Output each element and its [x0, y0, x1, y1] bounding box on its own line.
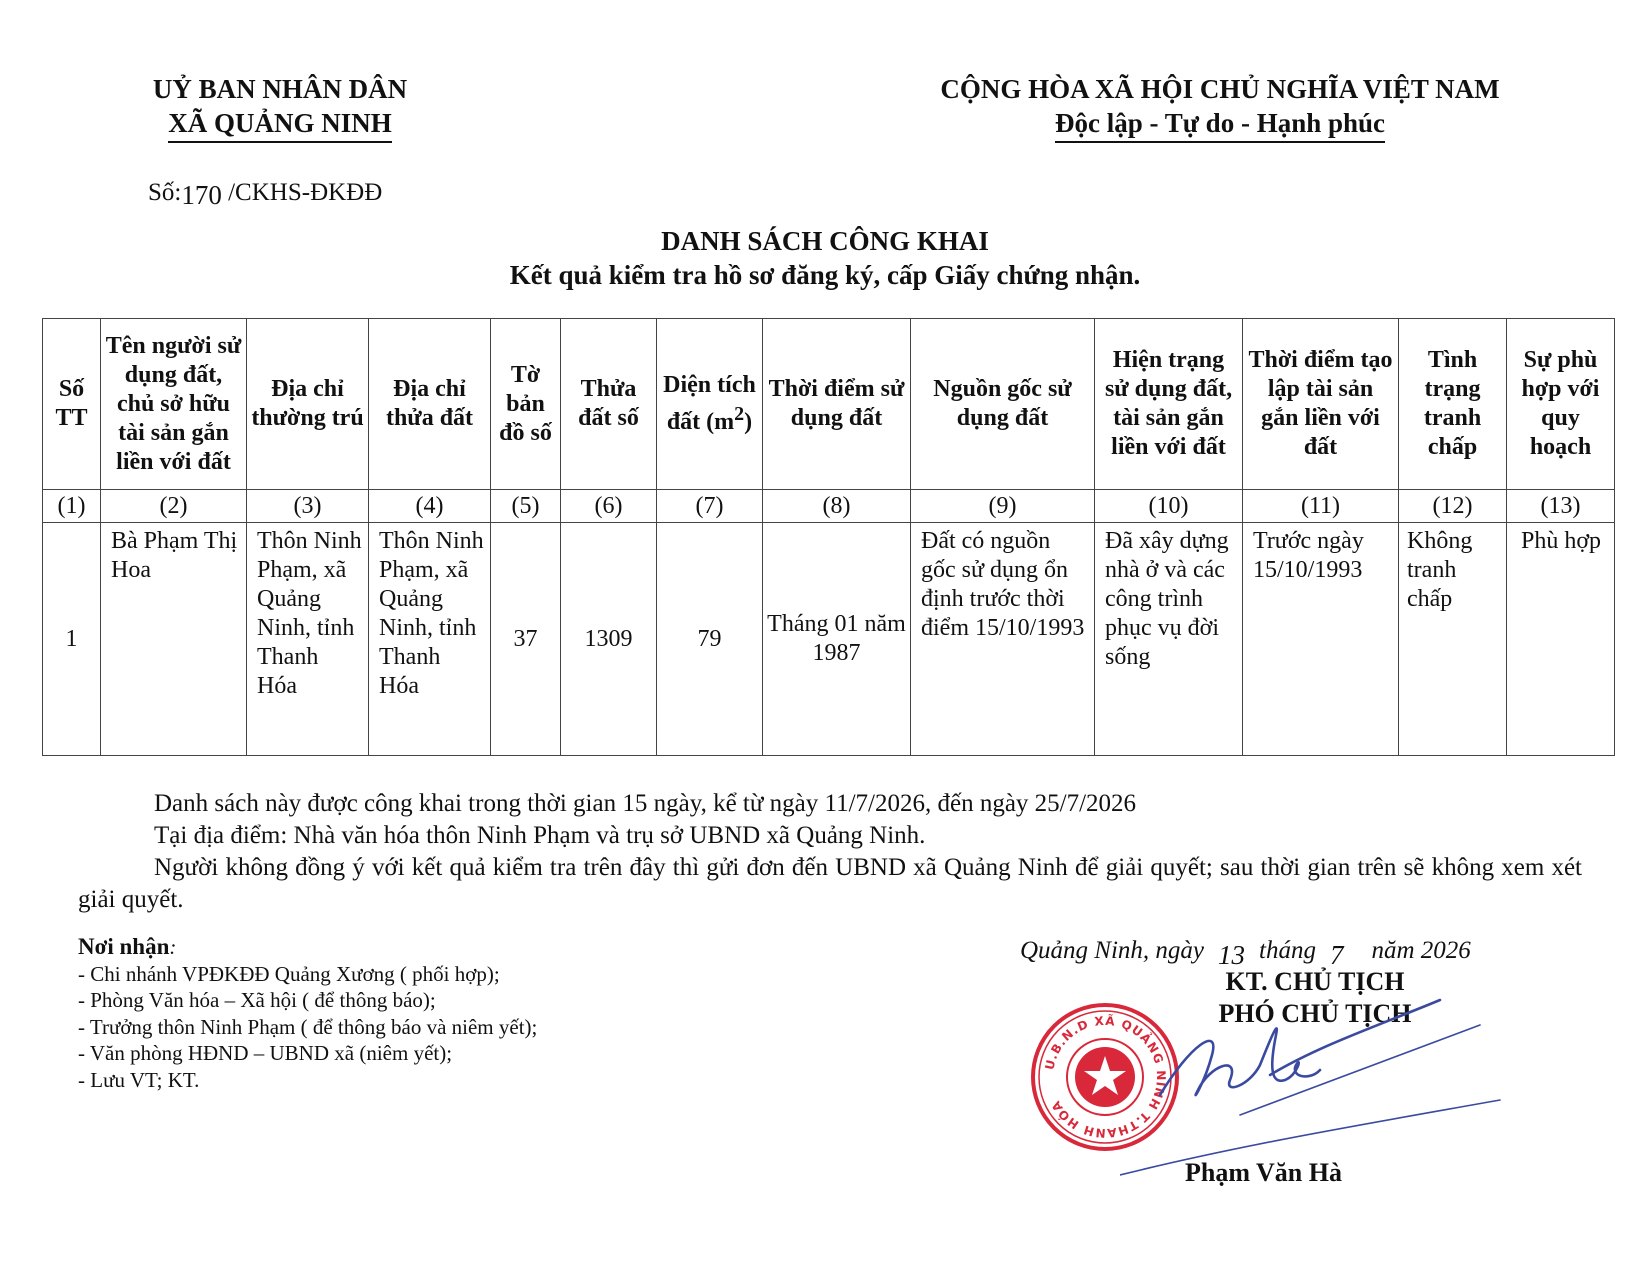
date-year: năm 2026	[1371, 937, 1471, 964]
title-line1: DANH SÁCH CÔNG KHAI	[661, 226, 989, 256]
index-cell: (3)	[247, 490, 369, 523]
signer-title-line1: KT. CHỦ TỊCH	[1225, 967, 1405, 996]
recipient-item: - Văn phòng HĐND – UBND xã (niêm yết);	[78, 1041, 453, 1065]
recipients-block	[78, 934, 537, 1093]
national-title: CỘNG HÒA XÃ HỘI CHỦ NGHĨA VIỆT NAM	[940, 74, 1500, 104]
cell-dispute: Không tranh chấp	[1399, 523, 1507, 756]
issuer-line2: XÃ QUẢNG NINH	[168, 106, 392, 143]
document-number	[148, 176, 383, 210]
index-row	[43, 490, 1615, 523]
col-header-map-sheet: Tờ bản đồ số	[491, 319, 561, 490]
index-cell: (6)	[561, 490, 657, 523]
header-row	[43, 319, 1615, 490]
cell-stt: 1	[43, 523, 101, 756]
date-place: Quảng Ninh, ngày	[1020, 937, 1205, 964]
signer-title-line2: PHÓ CHỦ TỊCH	[1218, 999, 1412, 1028]
area-header-text: Diện tích đất (m	[663, 372, 756, 435]
cell-permanent-address: Thôn Ninh Phạm, xã Quảng Ninh, tỉnh Thanh Hóa	[247, 523, 369, 756]
cell-planning: Phù hợp	[1507, 523, 1615, 756]
doc-number-value: 170	[181, 180, 222, 210]
title-line2: Kết quả kiểm tra hồ sơ đăng ký, cấp Giấy chứng nhận.	[509, 260, 1141, 290]
index-cell: (11)	[1243, 490, 1399, 523]
index-cell: (8)	[763, 490, 911, 523]
col-header-land-address: Địa chỉ thửa đất	[369, 319, 491, 490]
stamp-text: U.B.N.D XÃ QUẢNG NINH T.THANH HÓA	[1042, 1013, 1169, 1141]
issuer-line1: UỶ BAN NHÂN DÂN	[152, 74, 408, 104]
notice-objection: Người không đồng ý với kết quả kiểm tra trên đây thì gửi đơn đến UBND xã Quảng Ninh để giải quyết; sau thời gian trên sẽ không xem xét giải quyết.	[78, 854, 1582, 913]
index-cell: (13)	[1507, 490, 1615, 523]
doc-number-prefix: Số:	[148, 179, 182, 206]
cell-land-address: Thôn Ninh Phạm, xã Quảng Ninh, tỉnh Thanh Hóa	[369, 523, 491, 756]
col-header-name: Tên người sử dụng đất, chủ sở hữu tài sản gắn liền với đất	[101, 319, 247, 490]
col-header-asset-time: Thời điểm tạo lập tài sản gắn liền với đất	[1243, 319, 1399, 490]
area-unit-close: )	[744, 409, 753, 435]
recipient-item: - Lưu VT; KT.	[78, 1067, 200, 1092]
date-day: 13	[1218, 940, 1246, 970]
col-header-parcel: Thửa đất số	[561, 319, 657, 490]
cell-asset-time: Trước ngày 15/10/1993	[1243, 523, 1399, 756]
col-header-use-time: Thời điểm sử dụng đất	[763, 319, 911, 490]
cell-current-status: Đã xây dựng nhà ở và các công trình phục vụ đời sống	[1095, 523, 1243, 756]
col-header-origin: Nguồn gốc sử dụng đất	[911, 319, 1095, 490]
date-line	[1020, 934, 1471, 970]
table-row	[43, 523, 1615, 756]
notice-body	[78, 788, 1582, 916]
col-header-dispute: Tình trạng tranh chấp	[1399, 319, 1507, 490]
national-motto: Độc lập - Tự do - Hạnh phúc	[1055, 106, 1385, 143]
document-title	[0, 224, 1650, 292]
doc-number-suffix: /CKHS-ĐKĐĐ	[221, 179, 383, 206]
recipient-item: - Chi nhánh VPĐKĐĐ Quảng Xương ( phối hợp);	[78, 961, 500, 986]
index-cell: (4)	[369, 490, 491, 523]
date-month-word: tháng	[1259, 937, 1316, 964]
col-header-permanent-address: Địa chỉ thường trú	[247, 319, 369, 490]
recipients-heading: Nơi nhận	[78, 934, 170, 959]
recipient-item: - Phòng Văn hóa – Xã hội ( để thông báo);	[78, 988, 436, 1012]
index-cell: (10)	[1095, 490, 1243, 523]
index-cell: (1)	[43, 490, 101, 523]
cell-parcel: 1309	[561, 523, 657, 756]
index-cell: (9)	[911, 490, 1095, 523]
index-cell: (2)	[101, 490, 247, 523]
cell-use-time: Tháng 01 năm 1987	[763, 523, 911, 756]
date-month: 7	[1329, 940, 1344, 970]
handwritten-signature	[1120, 985, 1520, 1185]
cell-area: 79	[657, 523, 763, 756]
index-cell: (12)	[1399, 490, 1507, 523]
cell-map-sheet: 37	[491, 523, 561, 756]
col-header-planning: Sự phù hợp với quy hoạch	[1507, 319, 1615, 490]
index-cell: (7)	[657, 490, 763, 523]
cell-origin: Đất có nguồn gốc sử dụng ổn định trước thời điểm 15/10/1993	[911, 523, 1095, 756]
cell-name: Bà Phạm Thị Hoa	[101, 523, 247, 756]
notice-period: Danh sách này được công khai trong thời gian 15 ngày, kể từ ngày 11/7/2026, đến ngày 25/7/2026	[154, 790, 1137, 817]
signer-name: Phạm Văn Hà	[1185, 1158, 1342, 1187]
col-header-area	[657, 319, 763, 490]
index-cell: (5)	[491, 490, 561, 523]
notice-location: Tại địa điểm: Nhà văn hóa thôn Ninh Phạm và trụ sở UBND xã Quảng Ninh.	[154, 822, 926, 849]
national-header	[900, 72, 1540, 143]
col-header-current-status: Hiện trạng sử dụng đất, tài sản gắn liền với đất	[1095, 319, 1243, 490]
recipients-colon: :	[169, 935, 177, 959]
recipient-item: - Trưởng thôn Ninh Phạm ( để thông báo và niêm yết);	[78, 1014, 538, 1039]
area-unit-sup: 2	[734, 403, 745, 425]
issuer-header	[120, 72, 440, 143]
col-header-stt: Số TT	[43, 319, 101, 490]
public-list-table	[42, 318, 1615, 756]
